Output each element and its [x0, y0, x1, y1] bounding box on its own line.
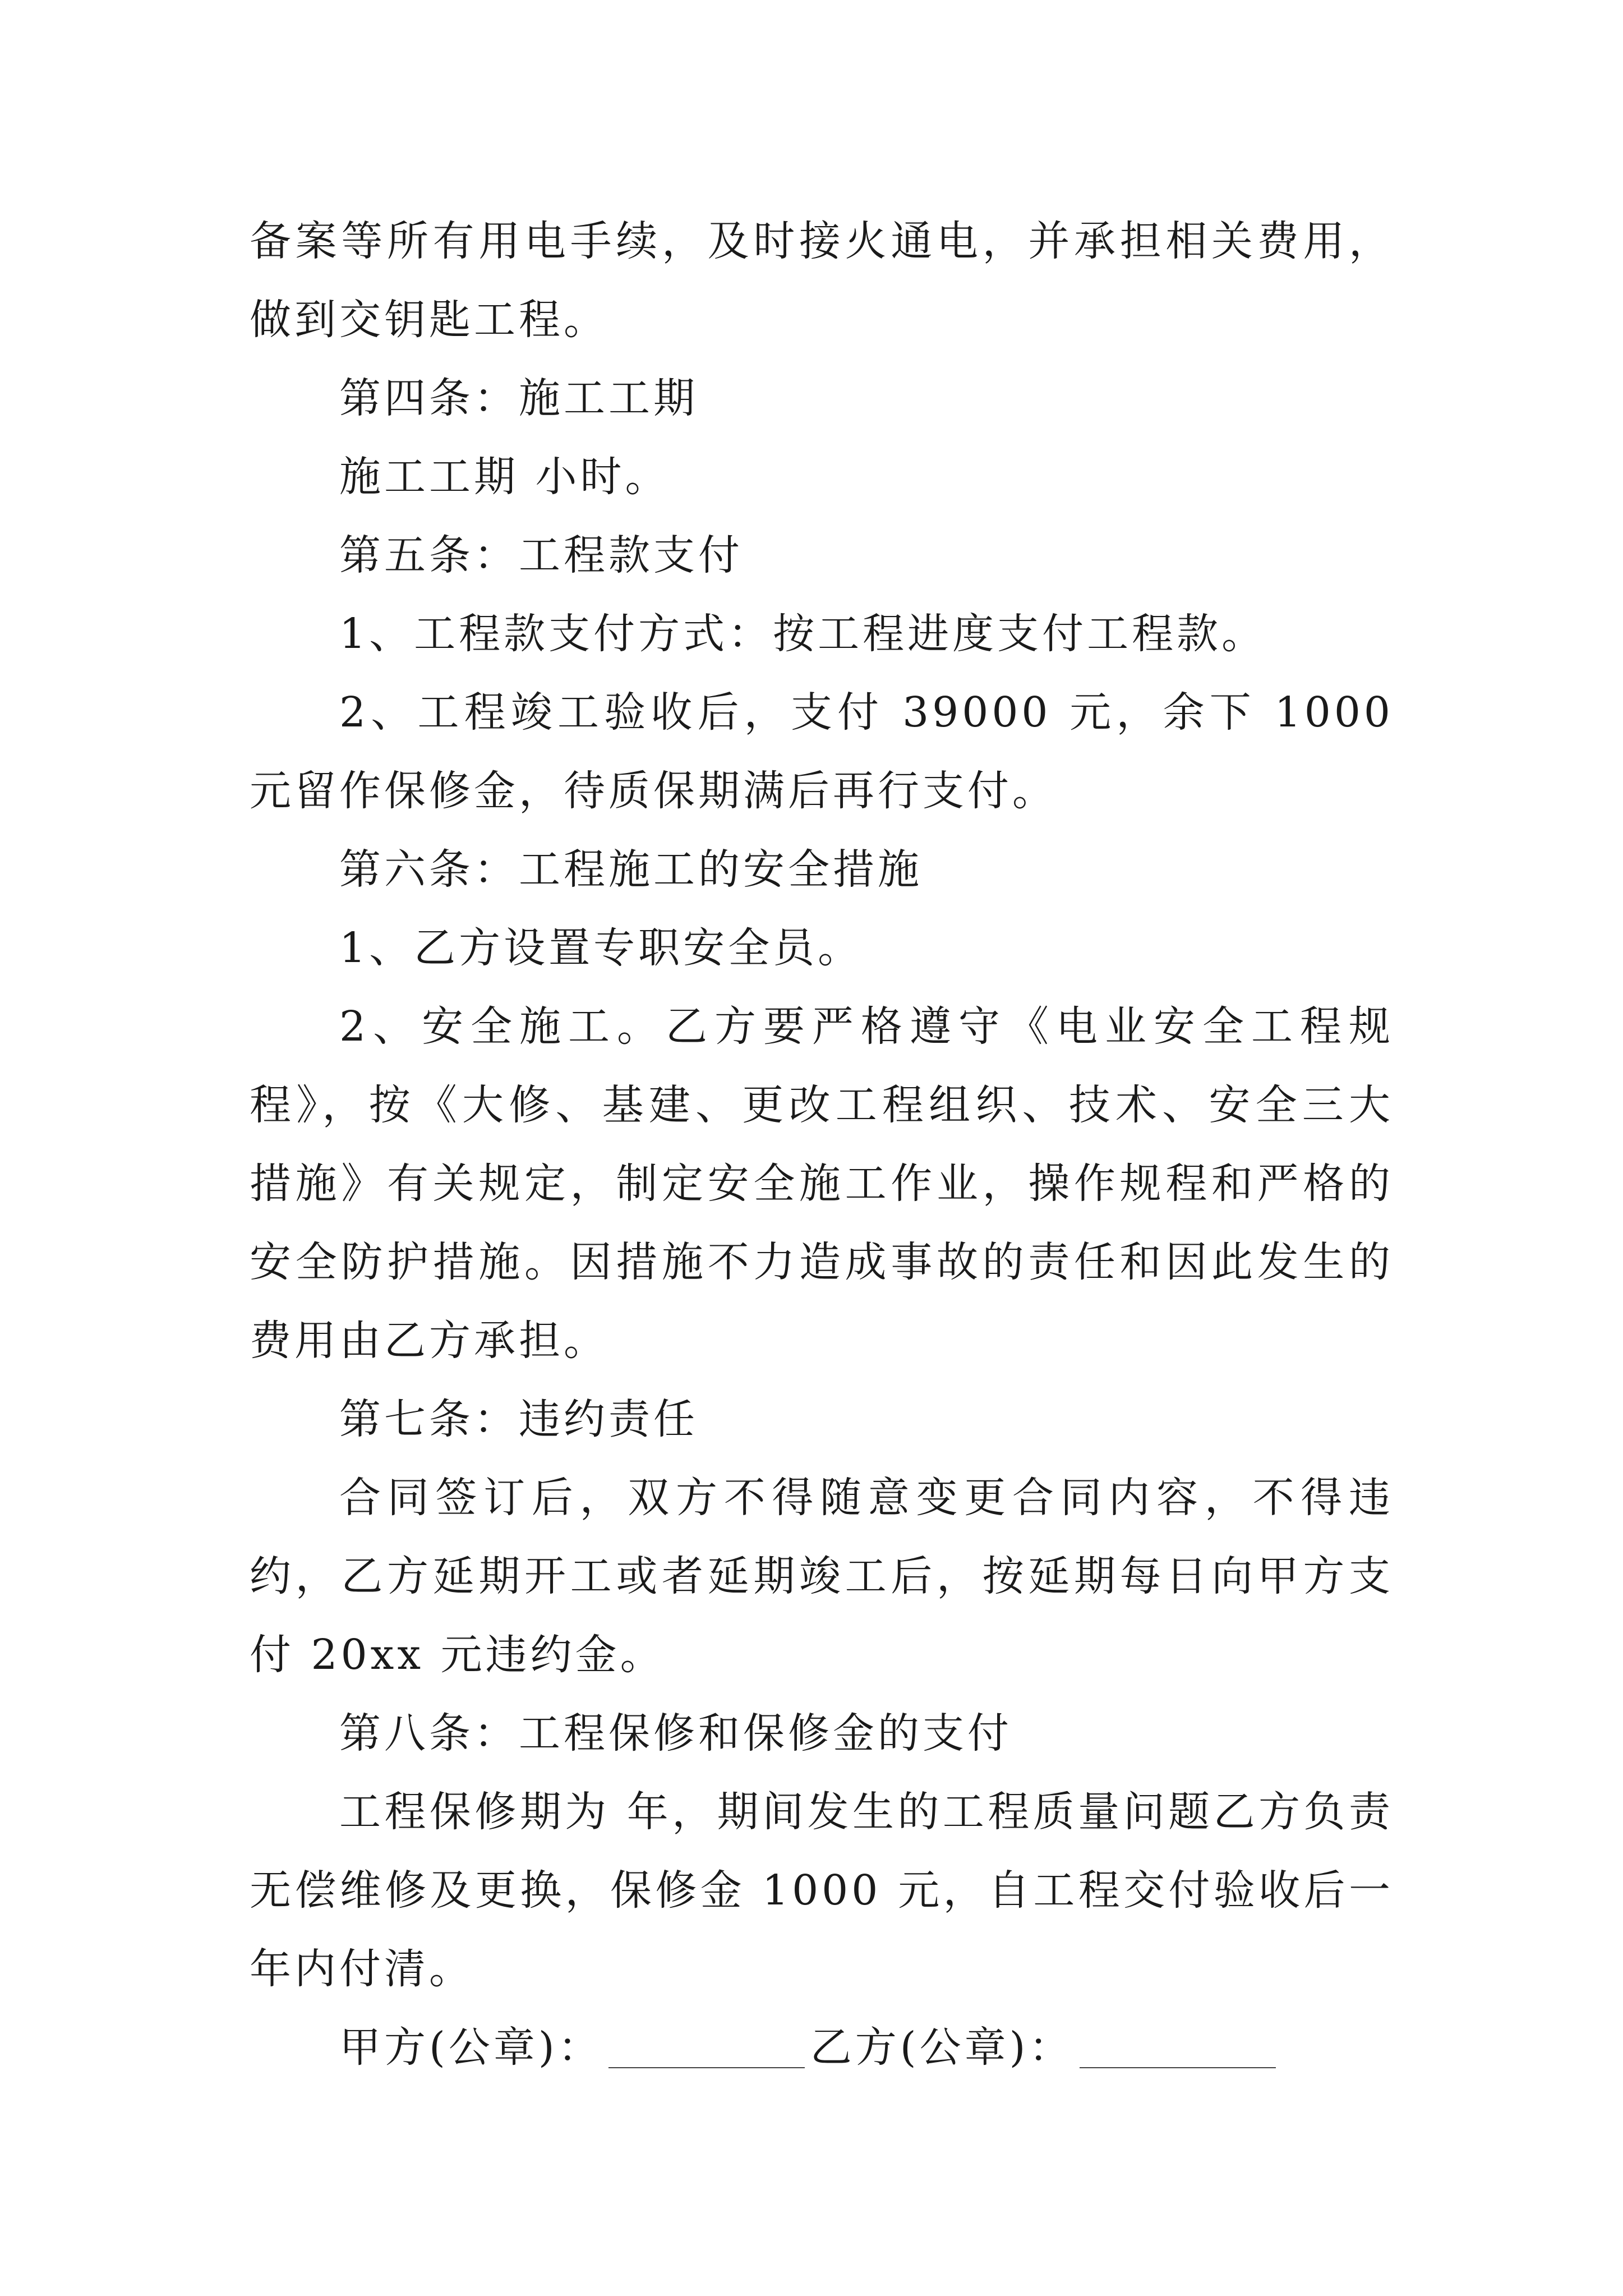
- article-7-heading: 第七条：违约责任: [339, 1395, 698, 1443]
- article-4-heading: 第四条：施工工期: [339, 374, 698, 422]
- construction-period: 施工工期 小时。: [339, 453, 670, 501]
- party-a-label: 甲方(公章)：: [339, 2023, 603, 2072]
- breach-liability: 合同签订后，双方不得随意变更合同内容，不得违约，乙方延期开工或者延期竣工后，按延期每日向甲方支付 20xx 元违约金。: [250, 1474, 1394, 1679]
- payment-method: 1、工程款支付方式：按工程进度支付工程款。: [339, 610, 1267, 658]
- payment-after-acceptance: 2、工程竣工验收后，支付 39000 元，余下 1000 元留作保修金，待质保期满后再行支付。: [250, 688, 1394, 815]
- article-6-heading: 第六条：工程施工的安全措施: [339, 845, 923, 894]
- article-5-heading: 第五条：工程款支付: [339, 531, 743, 579]
- document-body: [250, 202, 1394, 2087]
- article-8-heading: 第八条：工程保修和保修金的支付: [339, 1709, 1012, 1757]
- paragraph-continuation: 备案等所有用电手续，及时接火通电，并承担相关费用，做到交钥匙工程。: [250, 217, 1394, 344]
- safe-construction: 2、安全施工。乙方要严格遵守《电业安全工程规程》，按《大修、基建、更改工程组织、技术、安全三大措施》有关规定，制定安全施工作业，操作规程和严格的安全防护措施。因措施不力造成事故的责任和因此发生的费用由乙方承担。: [250, 1002, 1394, 1365]
- signature-line: [250, 2008, 1394, 2087]
- safety-officer: 1、乙方设置专职安全员。: [339, 924, 863, 972]
- party-b-label: 乙方(公章)：: [810, 2023, 1074, 2072]
- party-a-signature-blank: [608, 2028, 805, 2068]
- warranty-terms: 工程保修期为 年，期间发生的工程质量问题乙方负责无偿维修及更换，保修金 1000 元，自工程交付验收后一年内付清。: [250, 1788, 1394, 1993]
- party-b-signature-blank: [1080, 2028, 1276, 2068]
